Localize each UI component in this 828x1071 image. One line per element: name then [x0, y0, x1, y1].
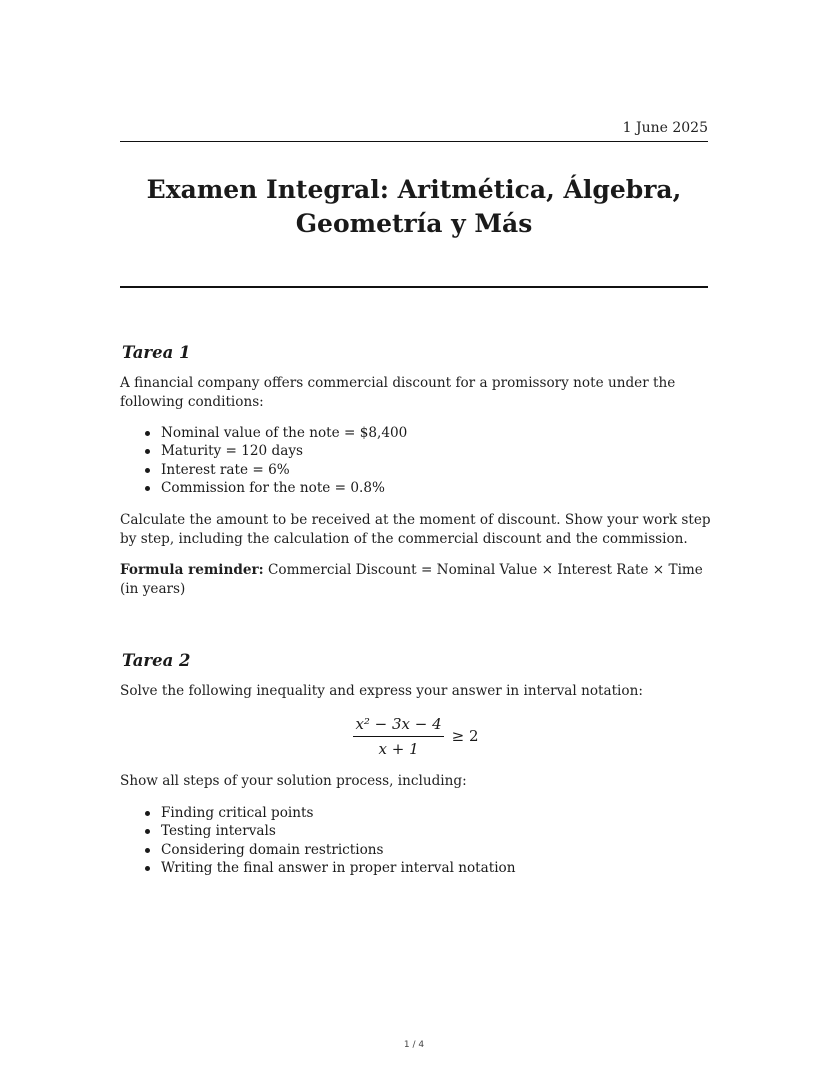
formula-text: Commercial Discount = Nominal Value × Interest Rate × Time (in years) [120, 562, 703, 597]
title-rule [120, 286, 708, 288]
list-item: Finding critical points [161, 804, 712, 822]
formula-label: Formula reminder: [120, 562, 264, 579]
page-number: 1 / 4 [403, 1040, 425, 1050]
document-title: Examen Integral: Aritmética, Álgebra, Geometría y Más [146, 175, 682, 238]
task-1-instruction: Calculate the amount to be received at the moment of discount. Show your work step by step, including the calculation of the commercial discount and the commission. [120, 512, 711, 547]
list-item: Testing intervals [161, 822, 712, 840]
task-2-steps-intro: Show all steps of your solution process, including: [120, 772, 467, 789]
task-1-heading: Tarea 1 [122, 343, 191, 362]
list-item: Writing the final answer in proper interval notation [161, 859, 712, 877]
inequality-fraction [353, 715, 443, 758]
list-item: Maturity = 120 days [161, 442, 712, 460]
list-item: Interest rate = 6% [161, 461, 712, 479]
task-2-section [120, 650, 712, 877]
task-1-conditions-list [120, 424, 712, 497]
list-item: Considering domain restrictions [161, 841, 712, 859]
list-item: Commission for the note = 0.8% [161, 479, 712, 497]
task-2-intro: Solve the following inequality and express your answer in interval notation: [120, 683, 643, 699]
fraction-numerator: x² − 3x − 4 [355, 714, 442, 733]
task-1-intro: A financial company offers commercial discount for a promissory note under the following conditions: [120, 375, 676, 410]
task-2-steps-list [120, 804, 712, 877]
header-rule [120, 141, 708, 142]
list-item: Nominal value of the note = $8,400 [161, 424, 712, 442]
document-date: 1 June 2025 [622, 120, 708, 136]
inequality-relation: ≥ 2 [451, 727, 479, 745]
fraction-denominator: x + 1 [378, 739, 419, 758]
task-1-formula-reminder [120, 561, 712, 598]
task-1-section [120, 342, 712, 598]
task-2-heading: Tarea 2 [122, 651, 191, 670]
inequality-equation [120, 715, 712, 758]
